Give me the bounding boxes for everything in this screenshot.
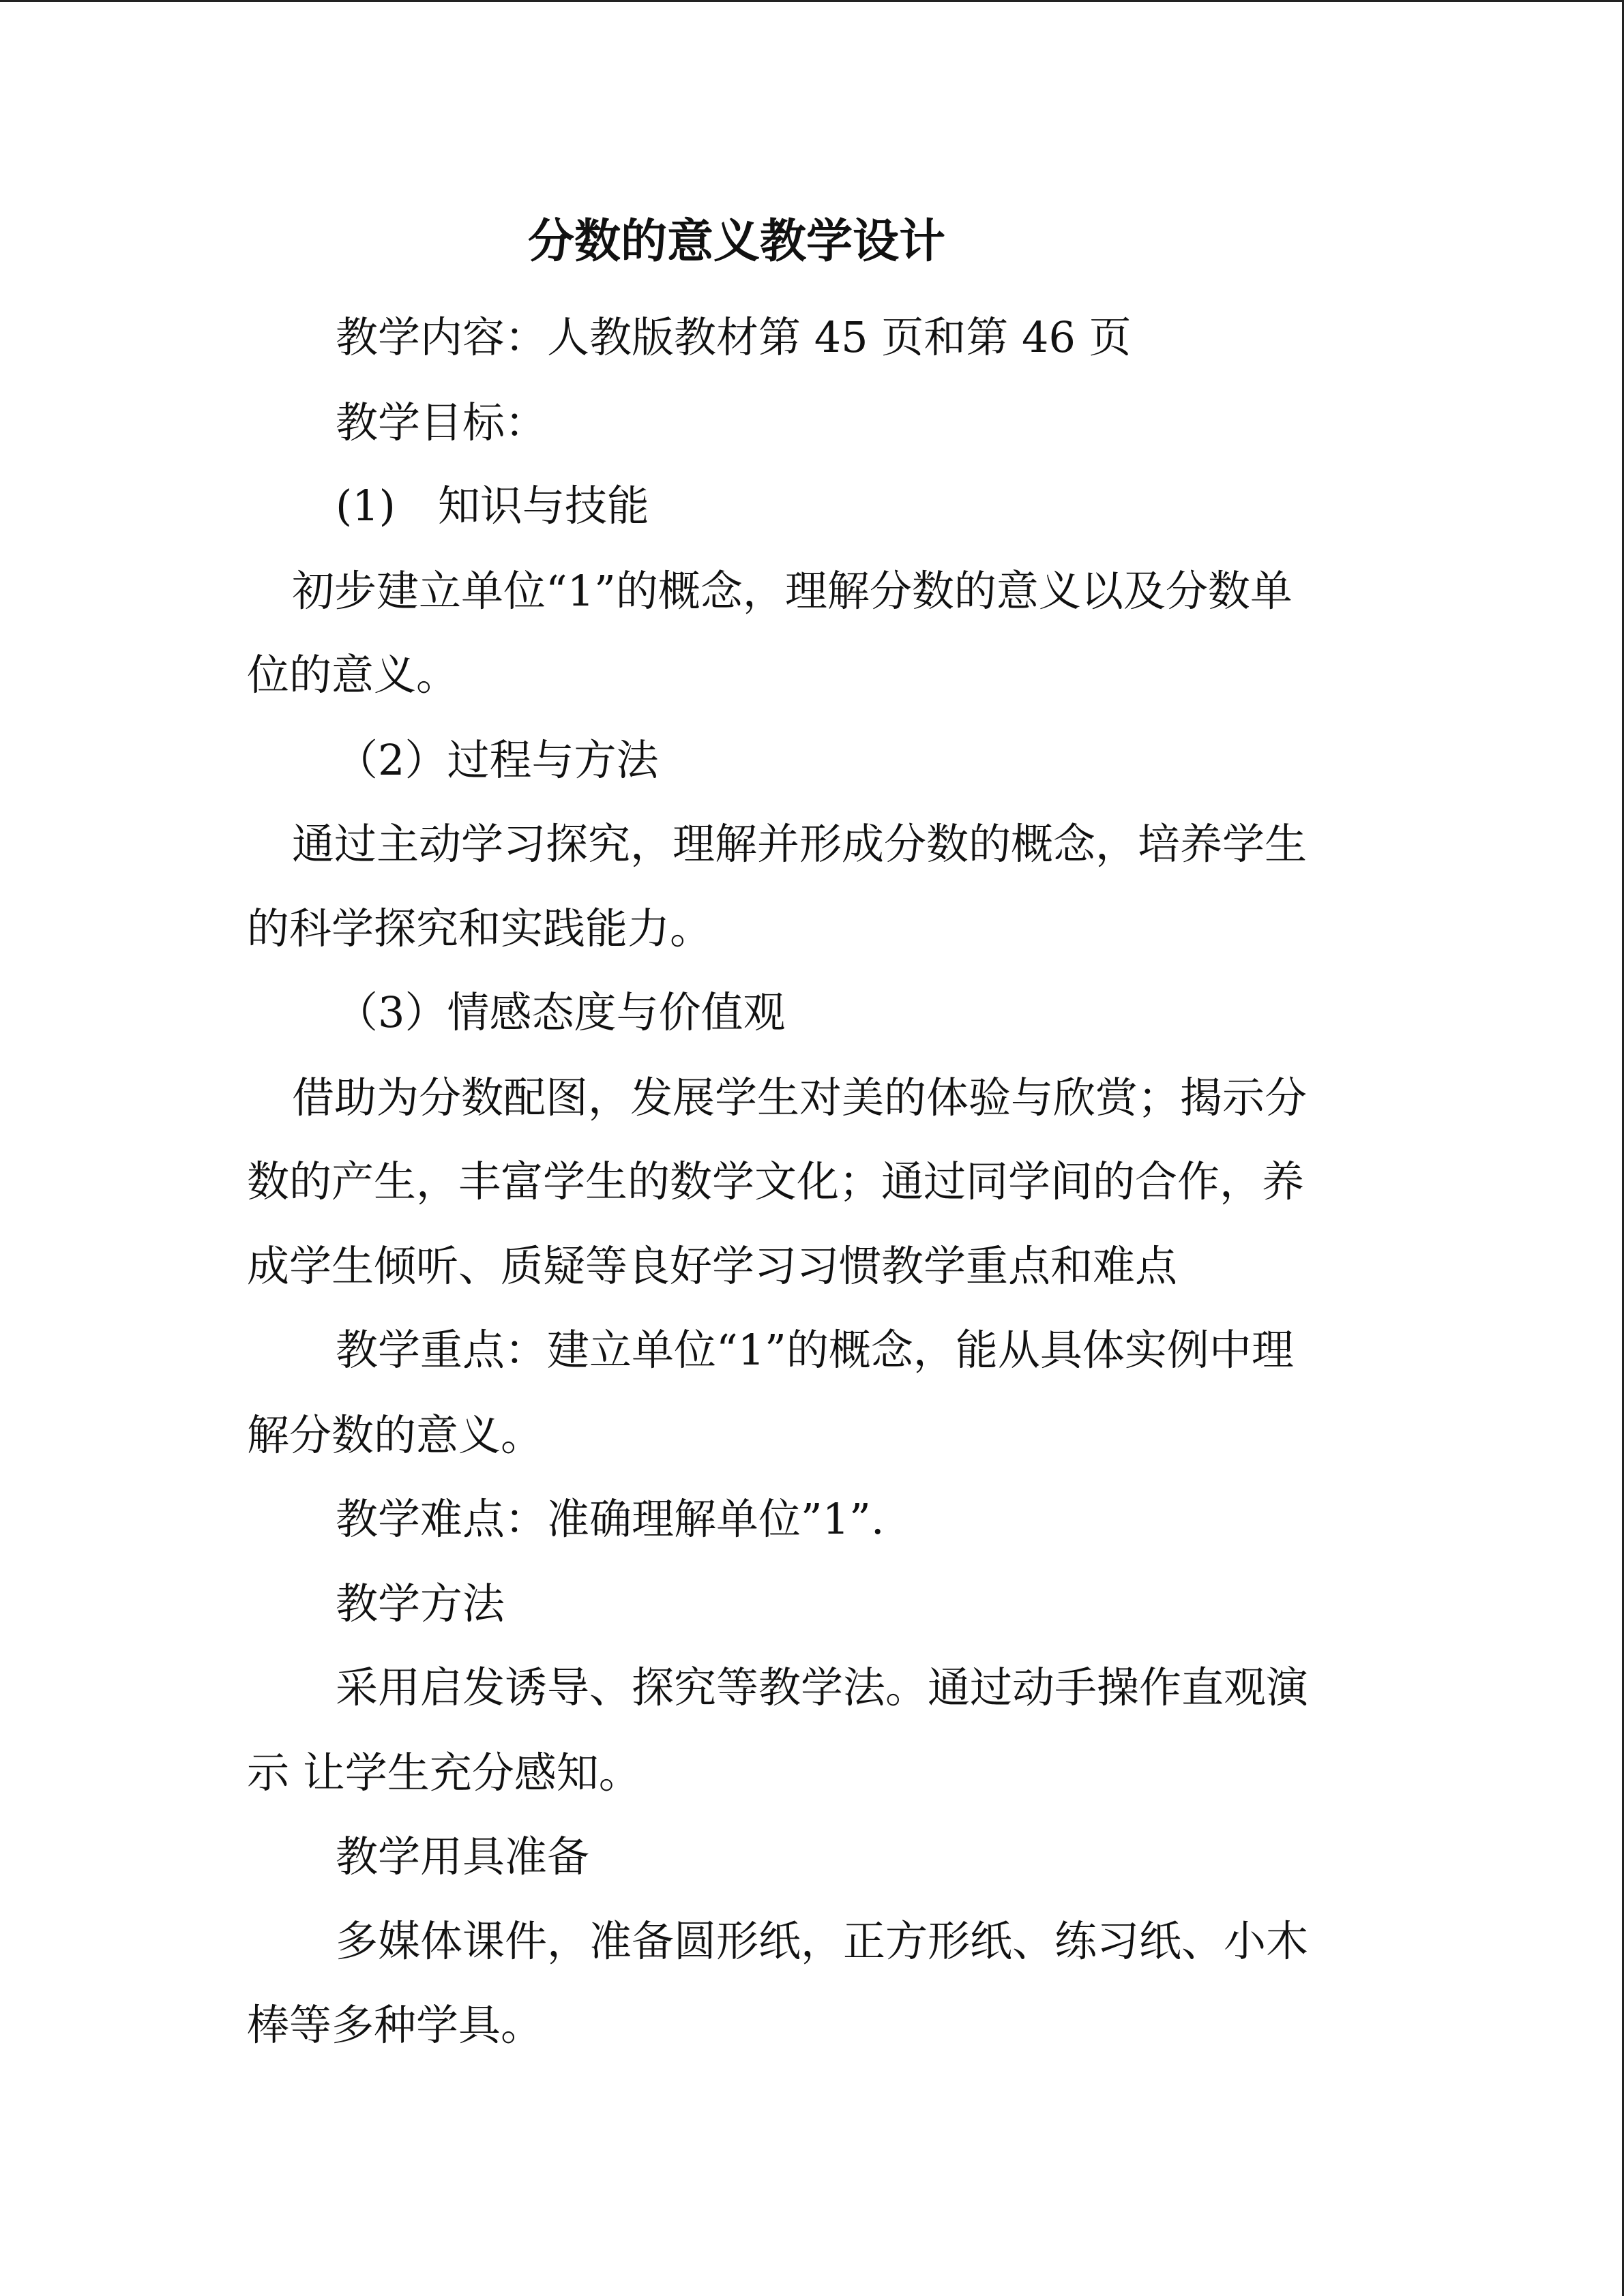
page-top-border: [0, 0, 1624, 2]
paragraph-line: 多媒体课件，准备圆形纸，正方形纸、练习纸、小木: [336, 1916, 1309, 1966]
goal-knowledge-heading: (1) 知识与技能: [336, 481, 649, 531]
paragraph-line: 棒等多种学具。: [247, 2000, 544, 2050]
difficulty-line: 教学难点：准确理解单位”1”.: [336, 1494, 885, 1544]
paragraph-line: 解分数的意义。: [247, 1410, 544, 1460]
key-point-line: 教学重点：建立单位“1”的概念，能从具体实例中理: [336, 1325, 1294, 1375]
paragraph-line: 通过主动学习探究，理解并形成分数的概念，培养学生: [292, 819, 1308, 869]
paragraph-line: 数的产生，丰富学生的数学文化；通过同学间的合作，养: [247, 1157, 1305, 1206]
paragraph-line: 借助为分数配图，发展学生对美的体验与欣赏；揭示分: [292, 1073, 1308, 1122]
document-title: 分数的意义教学设计: [527, 215, 945, 269]
paragraph-line: 位的意义。: [247, 650, 459, 700]
paragraph-line: 示 让学生充分感知。: [247, 1748, 641, 1798]
teaching-tools-heading: 教学用具准备: [336, 1832, 590, 1881]
paragraph-line: 成学生倾听、质疑等良好学习习惯教学重点和难点: [247, 1241, 1178, 1291]
teaching-method-heading: 教学方法: [336, 1579, 505, 1628]
teaching-goals-heading: 教学目标：: [336, 398, 548, 447]
paragraph-line: 采用启发诱导、探究等教学法。通过动手操作直观演: [336, 1663, 1309, 1712]
teaching-content-line: 教学内容：人教版教材第 45 页和第 46 页: [336, 312, 1132, 362]
goal-process-heading: （2）过程与方法: [336, 735, 659, 785]
paragraph-line: 初步建立单位“1”的概念，理解分数的意义以及分数单: [292, 566, 1293, 616]
paragraph-line: 的科学探究和实践能力。: [247, 904, 713, 953]
goal-attitude-heading: （3）情感态度与价值观: [336, 987, 786, 1037]
